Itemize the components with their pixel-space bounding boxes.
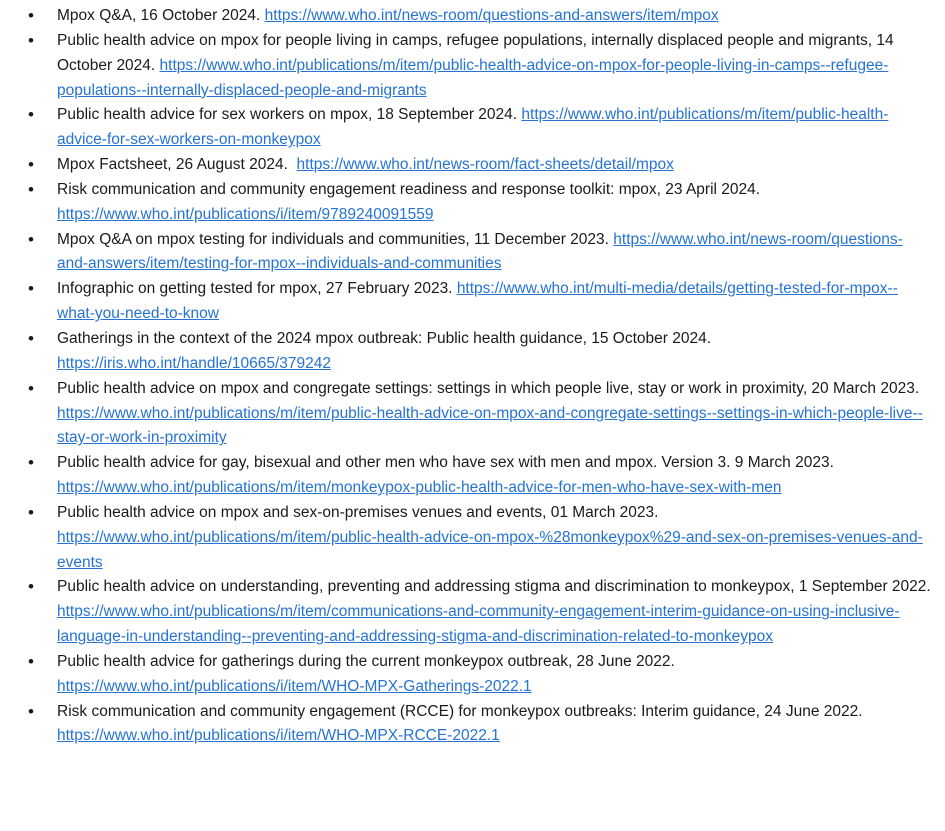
resource-link[interactable]: https://www.who.int/publications/m/item/public-health-advice-on-mpox-%28monkeypox%29-and-sex-on-premises-venues-and-events <box>57 528 923 571</box>
list-item <box>28 153 932 178</box>
resource-link[interactable]: https://iris.who.int/handle/10665/379242 <box>57 354 332 372</box>
list-item <box>28 178 932 228</box>
list-item <box>28 700 932 750</box>
resource-description: Public health advice on mpox and sex-on-premises venues and events, 01 March 2023. <box>57 503 663 521</box>
resource-link[interactable]: https://www.who.int/news-room/questions-and-answers/item/mpox <box>264 7 719 24</box>
list-item <box>28 575 940 650</box>
bullet-icon: • <box>28 328 34 348</box>
list-item <box>28 29 932 104</box>
resource-description: Public health advice for gay, bisexual and other men who have sex with men and mpox. Version 3. 9 March 2023. <box>57 454 839 472</box>
bullet-icon: • <box>28 105 34 125</box>
bullet-icon: • <box>28 279 34 299</box>
resource-description: Public health advice on mpox and congregate settings: settings in which people live, stay or work in proximity, 20 March 2023. <box>57 379 924 397</box>
resource-link[interactable]: https://www.who.int/publications/m/item/public-health-advice-for-sex-workers-on-monkeypox <box>57 106 889 149</box>
resource-description: Risk communication and community engagement (RCCE) for monkeypox outbreaks: Interim guidance, 24 June 2022. <box>57 702 867 720</box>
list-item <box>28 103 932 153</box>
bullet-icon: • <box>28 30 34 50</box>
bullet-icon: • <box>28 502 34 522</box>
resource-description: Public health advice for sex workers on mpox, 18 September 2024. <box>57 106 522 124</box>
list-item-content <box>57 277 932 327</box>
resource-link[interactable]: https://www.who.int/publications/m/item/public-health-advice-on-mpox-and-congregate-settings--settings-in-which-people-live--stay-or-work-in-proximity <box>57 404 923 447</box>
resource-link[interactable]: https://www.who.int/publications/i/item/WHO-MPX-Gatherings-2022.1 <box>57 677 532 695</box>
list-item-content <box>57 377 932 452</box>
resource-description: Public health advice for gatherings during the current monkeypox outbreak, 28 June 2022. <box>57 652 680 670</box>
list-item-content <box>57 501 932 576</box>
resource-description: Mpox Factsheet, 26 August 2024. <box>57 156 297 174</box>
resource-link[interactable]: https://www.who.int/publications/m/item/monkeypox-public-health-advice-for-men-who-have-sex-with-men <box>57 479 782 497</box>
list-item-content <box>57 153 932 178</box>
list-item <box>28 327 932 377</box>
list-item-content <box>57 451 932 501</box>
bullet-icon: • <box>28 453 34 473</box>
bullet-icon: • <box>28 701 34 721</box>
list-item <box>28 451 932 501</box>
resource-description: Risk communication and community engagement readiness and response toolkit: mpox, 23 April 2024. <box>57 180 765 198</box>
list-item-content <box>57 700 932 750</box>
resource-link[interactable]: https://www.who.int/publications/m/item/communications-and-community-engagement-interim-guidance-on-using-inclusive-language-in-understanding--preventing-and-addressing-stigma-and-discrimination-related-to-monkeypox <box>57 603 900 646</box>
list-item-content <box>57 650 932 700</box>
list-item-content <box>57 103 932 153</box>
bullet-icon: • <box>28 229 34 249</box>
list-item-content <box>57 178 932 228</box>
resource-link[interactable]: https://www.who.int/publications/m/item/public-health-advice-on-mpox-for-people-living-in-camps--refugee-populations--internally-displaced-people-and-migrants <box>57 56 889 99</box>
resource-link[interactable]: https://www.who.int/news-room/fact-sheets/detail/mpox <box>296 156 674 174</box>
bullet-icon: • <box>28 577 34 597</box>
list-item-content <box>57 4 932 29</box>
resource-description: Mpox Q&A on mpox testing for individuals and communities, 11 December 2023. <box>57 230 614 248</box>
resource-description: Mpox Q&A, 16 October 2024. <box>57 7 265 24</box>
list-item <box>28 228 932 278</box>
resource-link[interactable]: https://www.who.int/publications/i/item/9789240091559 <box>57 205 434 223</box>
list-item-content <box>57 327 932 377</box>
list-item <box>28 4 932 29</box>
list-item <box>28 377 932 452</box>
list-item <box>28 501 932 576</box>
list-item-content <box>57 575 940 650</box>
bullet-icon: • <box>28 179 34 199</box>
resource-link[interactable]: https://www.who.int/publications/i/item/WHO-MPX-RCCE-2022.1 <box>57 727 500 745</box>
bullet-icon: • <box>28 155 34 175</box>
bullet-icon: • <box>28 651 34 671</box>
resource-description: Infographic on getting tested for mpox, 27 February 2023. <box>57 280 457 298</box>
resource-link[interactable]: https://www.who.int/news-room/questions-and-answers/item/testing-for-mpox--individuals-and-communities <box>57 230 903 273</box>
resource-description: Public health advice on understanding, preventing and addressing stigma and discrimination to monkeypox, 1 September 2022. <box>57 578 940 596</box>
list-item <box>28 650 932 700</box>
list-item <box>28 277 932 327</box>
bullet-icon: • <box>28 6 34 25</box>
resource-description: Gatherings in the context of the 2024 mpox outbreak: Public health guidance, 15 October 2024. <box>57 329 716 347</box>
bullet-icon: • <box>28 378 34 398</box>
resource-list <box>28 4 940 749</box>
list-item-content <box>57 228 932 278</box>
resource-link[interactable]: https://www.who.int/multi-media/details/getting-tested-for-mpox--what-you-need-to-know <box>57 280 898 323</box>
resource-description: Public health advice on mpox for people living in camps, refugee populations, internally displaced people and migrants, 14 October 2024. <box>57 31 898 74</box>
list-item-content <box>57 29 932 104</box>
